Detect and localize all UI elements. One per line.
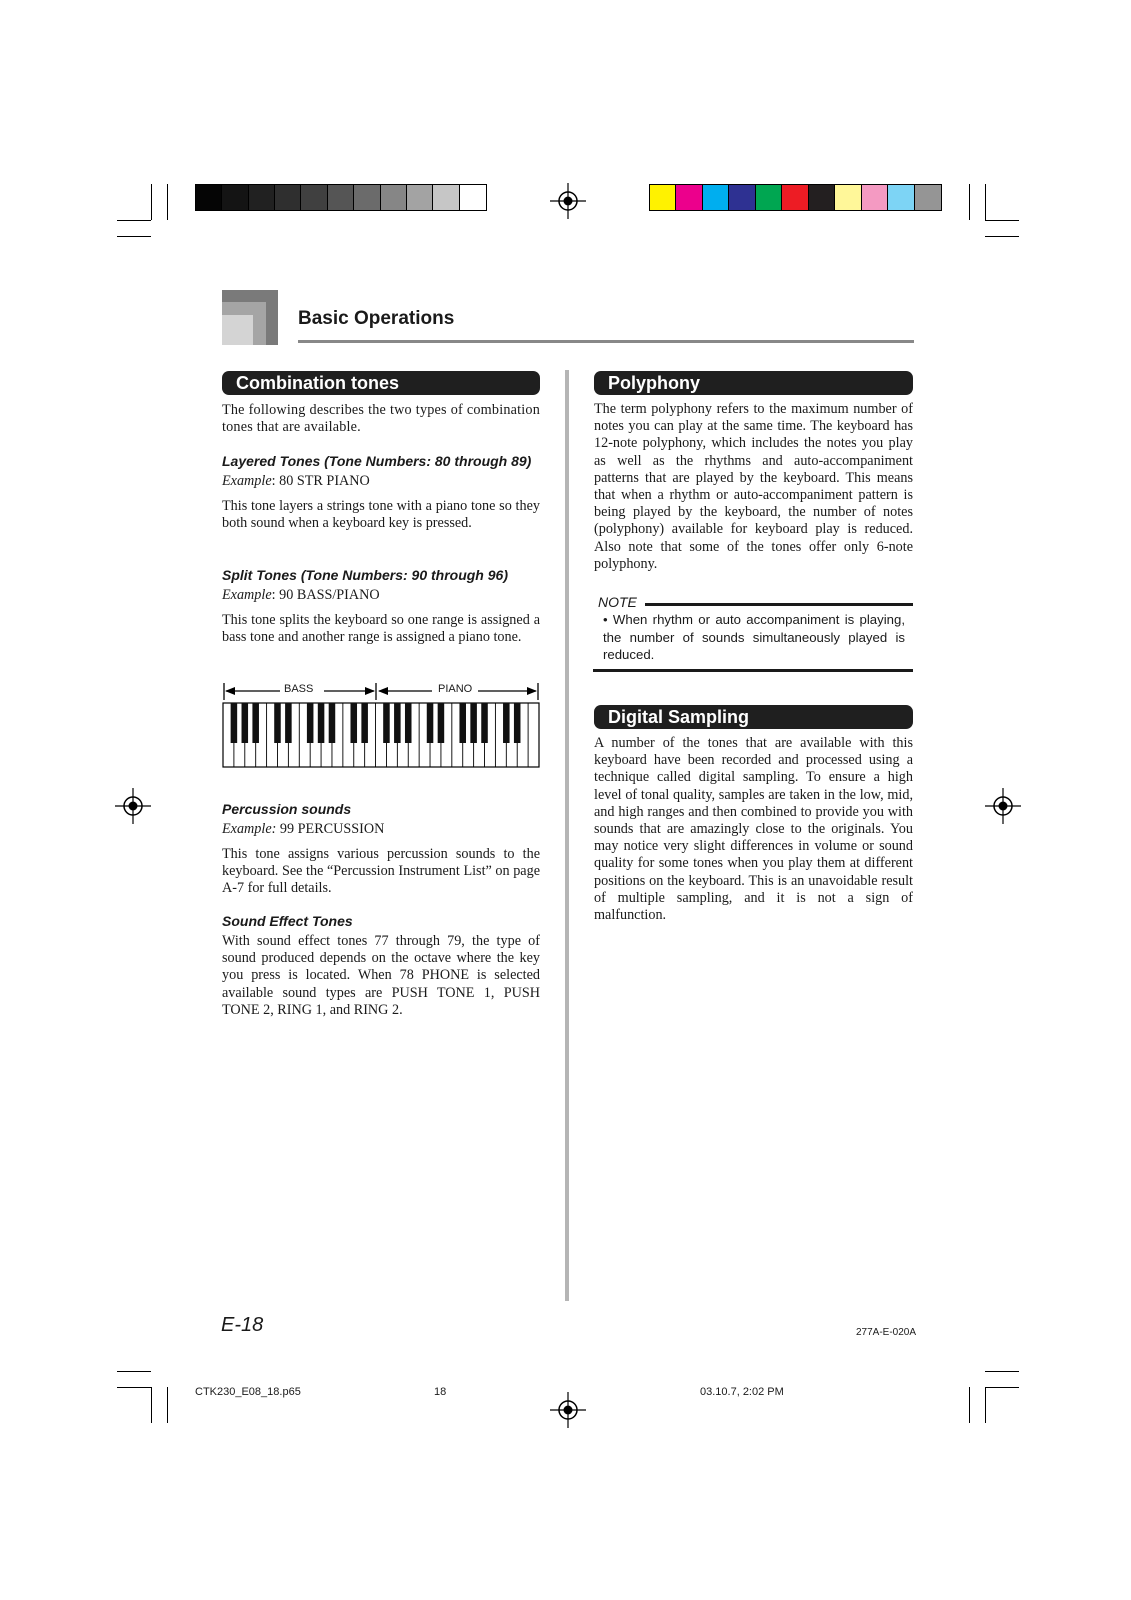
black-key <box>503 703 510 743</box>
black-key <box>405 703 412 743</box>
gray-swatch <box>407 185 433 210</box>
color-bar <box>649 184 942 211</box>
registration-mark-left-icon <box>115 788 151 824</box>
black-key <box>231 703 238 743</box>
document-code: 277A-E-020A <box>856 1327 917 1338</box>
polyphony-text: The term polyphony refers to the maximum number of notes you can play at the same time. The keyboard has 12-note polyphony, which includes the notes you play as well as the rhythms and auto-accompaniment patterns that are played by the keyboard. This means that when a rhythm or auto-accompaniment pattern is being played by the keyboard, the number of notes (polyphony) available for keyboard play is reduced. Also note that some of the tones offer only 6-note polyphony. <box>594 401 913 572</box>
black-key <box>252 703 259 743</box>
polyphony-heading: Polyphony <box>594 371 913 395</box>
black-key <box>514 703 521 743</box>
layered-text: This tone layers a strings tone with a piano tone so they both sound when a keyboard key is pressed. <box>222 498 540 532</box>
example-value: : 90 BASS/PIANO <box>271 587 380 603</box>
section-header-icon <box>222 290 278 345</box>
combination-tones-heading: Combination tones <box>222 371 540 395</box>
title-rule <box>298 340 914 343</box>
gray-swatch <box>196 185 222 210</box>
split-example <box>222 587 380 604</box>
color-swatch <box>676 185 702 210</box>
gray-swatch <box>275 185 301 210</box>
sheet-number: 18 <box>434 1386 447 1398</box>
black-key <box>383 703 390 743</box>
note-label: NOTE <box>598 594 637 610</box>
grayscale-bar <box>195 184 487 211</box>
color-swatch <box>650 185 676 210</box>
black-key <box>470 703 477 743</box>
example-value: 99 PERCUSSION <box>276 821 385 837</box>
gray-swatch <box>460 185 486 210</box>
percussion-text: This tone assigns various percussion sounds to the keyboard. See the “Percussion Instrument List” on page A-7 for full details. <box>222 846 540 897</box>
black-key <box>329 703 336 743</box>
black-key <box>285 703 292 743</box>
gray-swatch <box>328 185 354 210</box>
registration-mark-right-icon <box>985 788 1021 824</box>
section-title: Basic Operations <box>298 308 455 329</box>
example-label: Example: <box>222 821 277 837</box>
gray-swatch <box>433 185 459 210</box>
keyboard-frame <box>223 703 539 767</box>
layered-example <box>222 473 370 490</box>
digital-sampling-heading: Digital Sampling <box>594 705 913 729</box>
piano-range-label: PIANO <box>438 683 473 695</box>
example-value: : 80 STR PIANO <box>271 473 370 489</box>
file-name: CTK230_E08_18.p65 <box>195 1386 301 1398</box>
registration-mark-top-icon <box>550 183 586 219</box>
color-swatch <box>835 185 861 210</box>
note-rule-top <box>645 603 913 606</box>
black-key <box>307 703 314 743</box>
color-swatch <box>809 185 835 210</box>
color-swatch <box>703 185 729 210</box>
black-key <box>438 703 445 743</box>
split-tones-title: Split Tones (Tone Numbers: 90 through 96) <box>222 567 508 583</box>
color-swatch <box>862 185 888 210</box>
black-key <box>318 703 325 743</box>
gray-swatch <box>301 185 327 210</box>
black-key <box>361 703 368 743</box>
gray-swatch <box>381 185 407 210</box>
black-key <box>394 703 401 743</box>
digital-sampling-text: A number of the tones that are available with this keyboard have been recorded and processed using a technique called digital sampling. To ensure a high level of tonal quality, samples are taken in the low, mid, and high ranges and then combined to provide you with sounds that are amazingly close to the originals. You may notice very slight differences in volume or sound quality for some tones when you play them at different positions on the keyboard. This is an unavoidable result of multiple sampling, and it is not a sign of malfunction. <box>594 735 913 924</box>
color-swatch <box>915 185 941 210</box>
black-key <box>481 703 488 743</box>
split-keyboard-figure <box>222 680 540 770</box>
black-key <box>427 703 434 743</box>
page-number: E-18 <box>221 1314 264 1336</box>
timestamp: 03.10.7, 2:02 PM <box>700 1386 784 1398</box>
range-arrows <box>222 680 540 702</box>
black-key <box>242 703 249 743</box>
gray-swatch <box>249 185 275 210</box>
example-label: Example <box>222 587 272 603</box>
split-text: This tone splits the keyboard so one range is assigned a bass tone and another range is assigned a piano tone. <box>222 612 540 646</box>
bass-range-label: BASS <box>284 683 314 695</box>
combination-intro: The following describes the two types of combination tones that are available. <box>222 402 540 436</box>
color-swatch <box>729 185 755 210</box>
column-divider <box>565 370 569 1301</box>
example-label: Example <box>222 473 272 489</box>
gray-swatch <box>222 185 248 210</box>
color-swatch <box>756 185 782 210</box>
note-text: • When rhythm or auto accompaniment is playing, the number of sounds simultaneously played is reduced. <box>603 612 905 662</box>
black-key <box>274 703 281 743</box>
percussion-sounds-title: Percussion sounds <box>222 801 352 817</box>
sound-effect-text: With sound effect tones 77 through 79, the type of sound produced depends on the octave where the key you press is located. When 78 PHONE is selected available sound types are PUSH TONE 1, PUSH TONE 2, RING 1, and RING 2. <box>222 933 540 1018</box>
sound-effect-tones-title: Sound Effect Tones <box>222 913 353 929</box>
registration-mark-bottom-icon <box>550 1392 586 1428</box>
layered-tones-title: Layered Tones (Tone Numbers: 80 through 89) <box>222 453 532 469</box>
percussion-example <box>222 821 384 838</box>
note-rule-bottom <box>593 669 913 672</box>
color-swatch <box>782 185 808 210</box>
color-swatch <box>888 185 914 210</box>
black-key <box>350 703 357 743</box>
black-key <box>459 703 466 743</box>
gray-swatch <box>354 185 380 210</box>
keyboard-illustration <box>222 702 540 768</box>
